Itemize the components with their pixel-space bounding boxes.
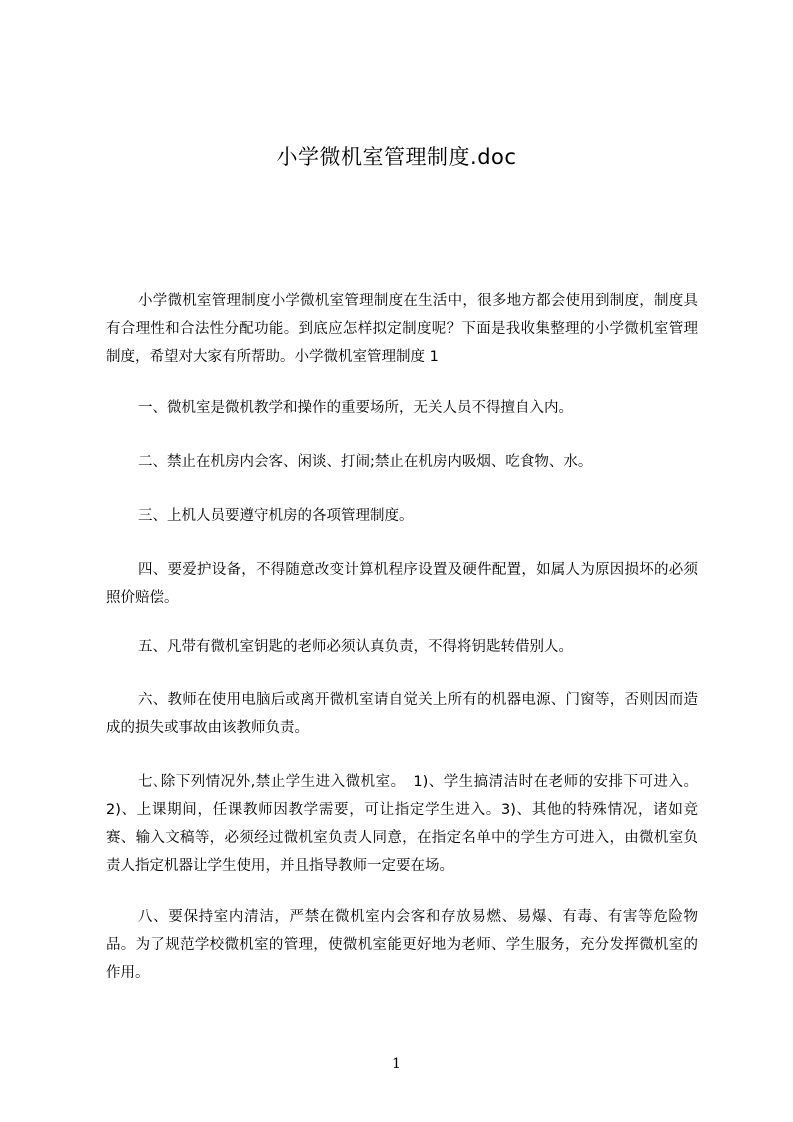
rule-paragraph-5: 五、凡带有微机室钥匙的老师必须认真负责，不得将钥匙转借别人。 (138, 639, 573, 655)
rule-paragraph-4: 四、要爱护设备，不得随意改变计算机程序设置及硬件配置，如属人为原因损坏的必须照价赔偿。 (106, 562, 698, 606)
rule-paragraph-1: 一、微机室是微机教学和操作的重要场所，无关人员不得擅自入内。 (138, 400, 573, 416)
intro-paragraph: 小学微机室管理制度小学微机室管理制度在生活中，很多地方都会使用到制度，制度具有合理性和合法性分配功能。到底应怎样拟定制度呢？下面是我收集整理的小学微机室管理制度，希望对大家有所帮助。小学微机室管理制度 1 (106, 293, 698, 365)
rule-paragraph-7: 七､除下列情况外,禁止学生进入微机室。 1)、学生搞清洁时在老师的安排下可进入。2)、上课期间，任课教师因教学需要，可让指定学生进入。3)、其他的特殊情况，诸如竞赛、输入文稿等，必须经过微机室负责人同意，在指定名单中的学生方可进入，由微机室负责人指定机器让学生使用，并且指导教师一定要在场。 (106, 774, 698, 874)
page-number: 1 (392, 1056, 401, 1072)
document-title: 小学微机室管理制度.doc (276, 145, 517, 169)
rule-paragraph-2: 二、禁止在机房内会客、闲谈、打闹;禁止在机房内吸烟、吃食物、水。 (138, 454, 593, 470)
rule-paragraph-8: 八、要保持室内清洁，严禁在微机室内会客和存放易燃、易爆、有毒、有害等危险物品。为了规范学校微机室的管理，使微机室能更好地为老师、学生服务，充分发挥微机室的作用。 (106, 909, 698, 981)
rule-paragraph-6: 六、教师在使用电脑后或离开微机室请自觉关上所有的机器电源、门窗等，否则因而造成的损失或事故由该教师负责。 (106, 692, 698, 736)
rule-paragraph-3: 三、上机人员要遵守机房的各项管理制度。 (138, 508, 414, 524)
